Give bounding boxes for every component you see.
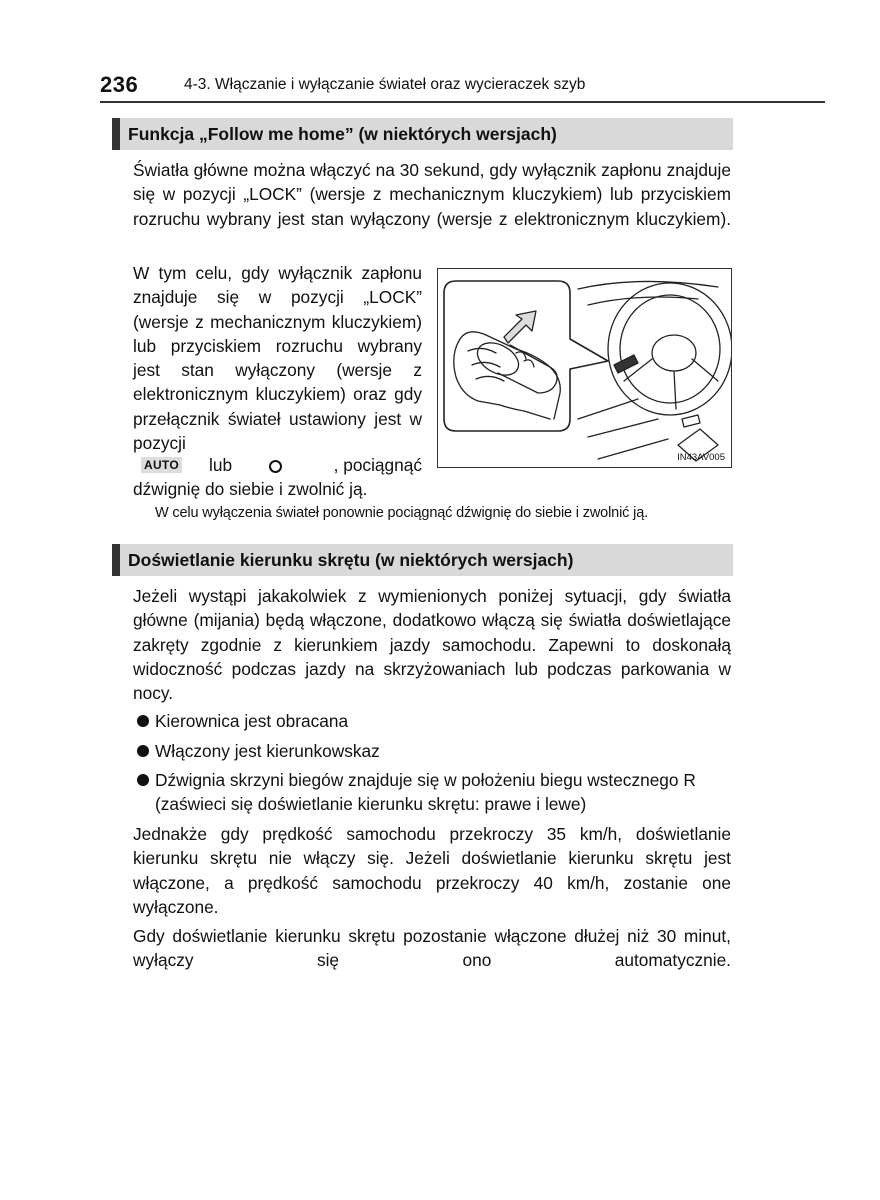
section-title: Doświetlanie kierunku skrętu (w niektórych wersjach) (128, 550, 574, 570)
figure-code: IN43AV005 (677, 452, 725, 463)
bullet-icon (137, 715, 149, 727)
cornering-lights-intro: Jeżeli wystąpi jakakolwiek z wymienionych poniżej sytuacji, gdy światła główne (mijania) będą włączone, dodatkowo włączą się światła doświetlające zakręty zgodnie z kierunkiem jazdy samochodu. Zapewni to doskonałą widoczność podczas jazdy na skrzyżowaniach lub podczas parkowania w nocy. (133, 586, 731, 704)
bullet-icon (137, 745, 149, 757)
turn-off-note: W celu wyłączenia świateł ponownie pociągnąć dźwignię do siebie i zwolnić ją. (155, 505, 648, 521)
instructions-end: dźwignię do siebie i zwolnić ją. (133, 479, 368, 499)
list-item-text: Dźwignia skrzyni biegów znajduje się w położeniu biegu wstecznego R (zaświeci się doświetlanie kierunku skrętu: prawe i lewe) (155, 770, 696, 815)
lever-drawing (438, 269, 732, 468)
small-light-position-icon (269, 460, 282, 473)
section-heading-follow-me-home (112, 118, 733, 150)
switch-position-line (133, 455, 422, 479)
follow-me-home-instructions: W tym celu, gdy wyłącznik zapłonu znajduje się w pozycji „LOCK” (wersje z mechanicznym kluczykiem) lub przyciskiem rozruchu wybrany jest stan wyłączony (wersje z elektronicznym kluczykiem) oraz gdy przełącznik świateł ustawiony jest w pozycji (133, 263, 422, 454)
bullet-icon (137, 774, 149, 786)
auto-badge-icon: AUTO (141, 457, 182, 473)
pull-word: , pociągnąć (333, 455, 422, 475)
page-header (100, 72, 825, 102)
list-item-text: Kierownica jest obracana (155, 711, 349, 731)
chapter-title: 4-3. Włączanie i wyłączanie świateł oraz wycieraczek szyb (184, 76, 586, 93)
auto-off-paragraph: Gdy doświetlanie kierunku skrętu pozostanie włączone dłużej niż 30 minut, wyłączy się ono automatycznie. (133, 926, 731, 971)
header-divider (100, 101, 825, 103)
section-heading-cornering-lights (112, 544, 733, 576)
section-title: Funkcja „Follow me home” (w niektórych wersjach) (128, 124, 557, 144)
follow-me-home-intro: Światła główne można włączyć na 30 sekund, gdy wyłącznik zapłonu znajduje się w pozycji „LOCK” (wersje z mechanicznym kluczykiem) lub przyciskiem rozruchu wybrany jest stan wyłączony (wersje z elektronicznym kluczykiem). (133, 160, 731, 229)
or-word: lub (209, 455, 233, 475)
list-item-text: Włączony jest kierunkowskaz (155, 741, 380, 761)
speed-limits-paragraph: Jednakże gdy prędkość samochodu przekroczy 35 km/h, doświetlanie kierunku skrętu nie włączy się. Jeżeli doświetlanie kierunku skrętu jest włączone, a prędkość samochodu przekroczy 40 km/h, zostanie one wyłączone. (133, 824, 731, 917)
lever-illustration (437, 268, 732, 468)
page-number: 236 (100, 72, 139, 97)
